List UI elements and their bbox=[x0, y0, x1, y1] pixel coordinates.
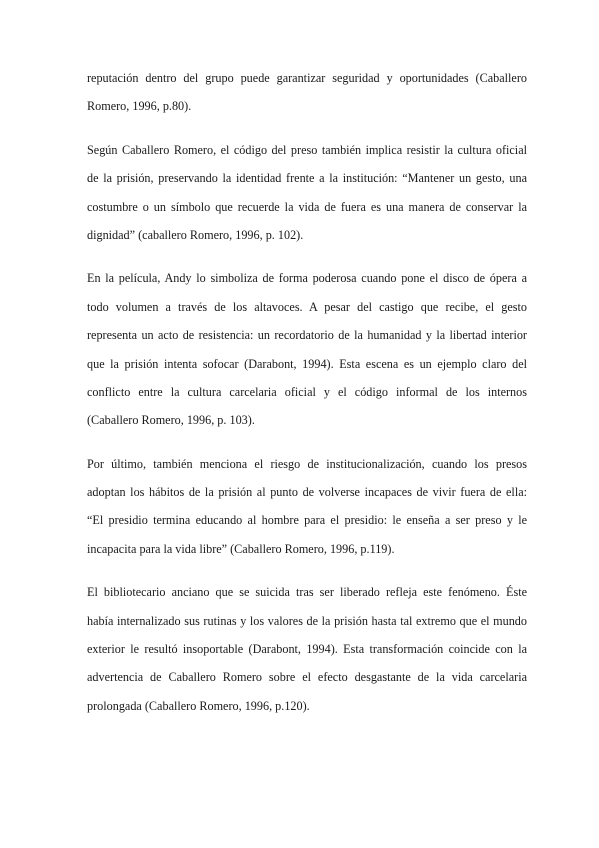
text-line: reputación dentro del grupo puede garantizar seguridad y oportunidades (Caballero bbox=[87, 71, 527, 85]
text-line: conflicto entre la cultura carcelaria oficial y el código informal de los internos bbox=[87, 384, 527, 399]
paragraph-1 bbox=[87, 64, 527, 121]
text-line: Por último, también menciona el riesgo de institucionalización, cuando los presos bbox=[87, 456, 527, 471]
text-line: costumbre o un símbolo que recuerde la vida de fuera es una manera de conservar la bbox=[87, 199, 527, 214]
text-line: representa un acto de resistencia: un recordatorio de la humanidad y la libertad interior bbox=[87, 328, 527, 343]
paragraph-2 bbox=[87, 136, 527, 250]
text-line: que la prisión intenta sofocar (Darabont, 1994). Esta escena es un ejemplo claro del bbox=[87, 356, 527, 371]
body-text bbox=[87, 64, 527, 735]
paragraph-5 bbox=[87, 578, 527, 720]
text-line: exterior le resultó insoportable (Darabont, 1994). Esta transformación coincide con la bbox=[87, 642, 527, 657]
paragraph-3 bbox=[87, 264, 527, 434]
text-line: “El presidio termina educando al hombre para el presidio: le enseña a ser preso y le bbox=[87, 513, 527, 528]
text-line: (Caballero Romero, 1996, p. 103). bbox=[87, 413, 255, 428]
text-line: de la prisión, preservando la identidad frente a la institución: “Mantener un gesto, una bbox=[87, 171, 527, 186]
text-line: El bibliotecario anciano que se suicida tras ser liberado refleja este fenómeno. Éste bbox=[87, 585, 527, 600]
text-line: advertencia de Caballero Romero sobre el efecto desgastante de la vida carcelaria bbox=[87, 670, 527, 685]
text-line: Según Caballero Romero, el código del preso también implica resistir la cultura oficial bbox=[87, 142, 527, 157]
text-line: incapacita para la vida libre” (Caballero Romero, 1996, p.119). bbox=[87, 541, 395, 556]
text-line: adoptan los hábitos de la prisión al punto de volverse incapaces de vivir fuera de ella: bbox=[87, 485, 527, 500]
text-line: prolongada (Caballero Romero, 1996, p.120). bbox=[87, 698, 310, 713]
text-line: todo volumen a través de los altavoces. A pesar del castigo que recibe, el gesto bbox=[87, 299, 527, 314]
text-line: Romero, 1996, p.80). bbox=[87, 99, 192, 114]
text-line: dignidad” (caballero Romero, 1996, p. 102). bbox=[87, 227, 304, 242]
text-line: En la película, Andy lo simboliza de forma poderosa cuando pone el disco de ópera a bbox=[87, 271, 527, 286]
text-line: había internalizado sus rutinas y los valores de la prisión hasta tal extremo que el mundo bbox=[87, 613, 527, 628]
paragraph-4 bbox=[87, 450, 527, 564]
